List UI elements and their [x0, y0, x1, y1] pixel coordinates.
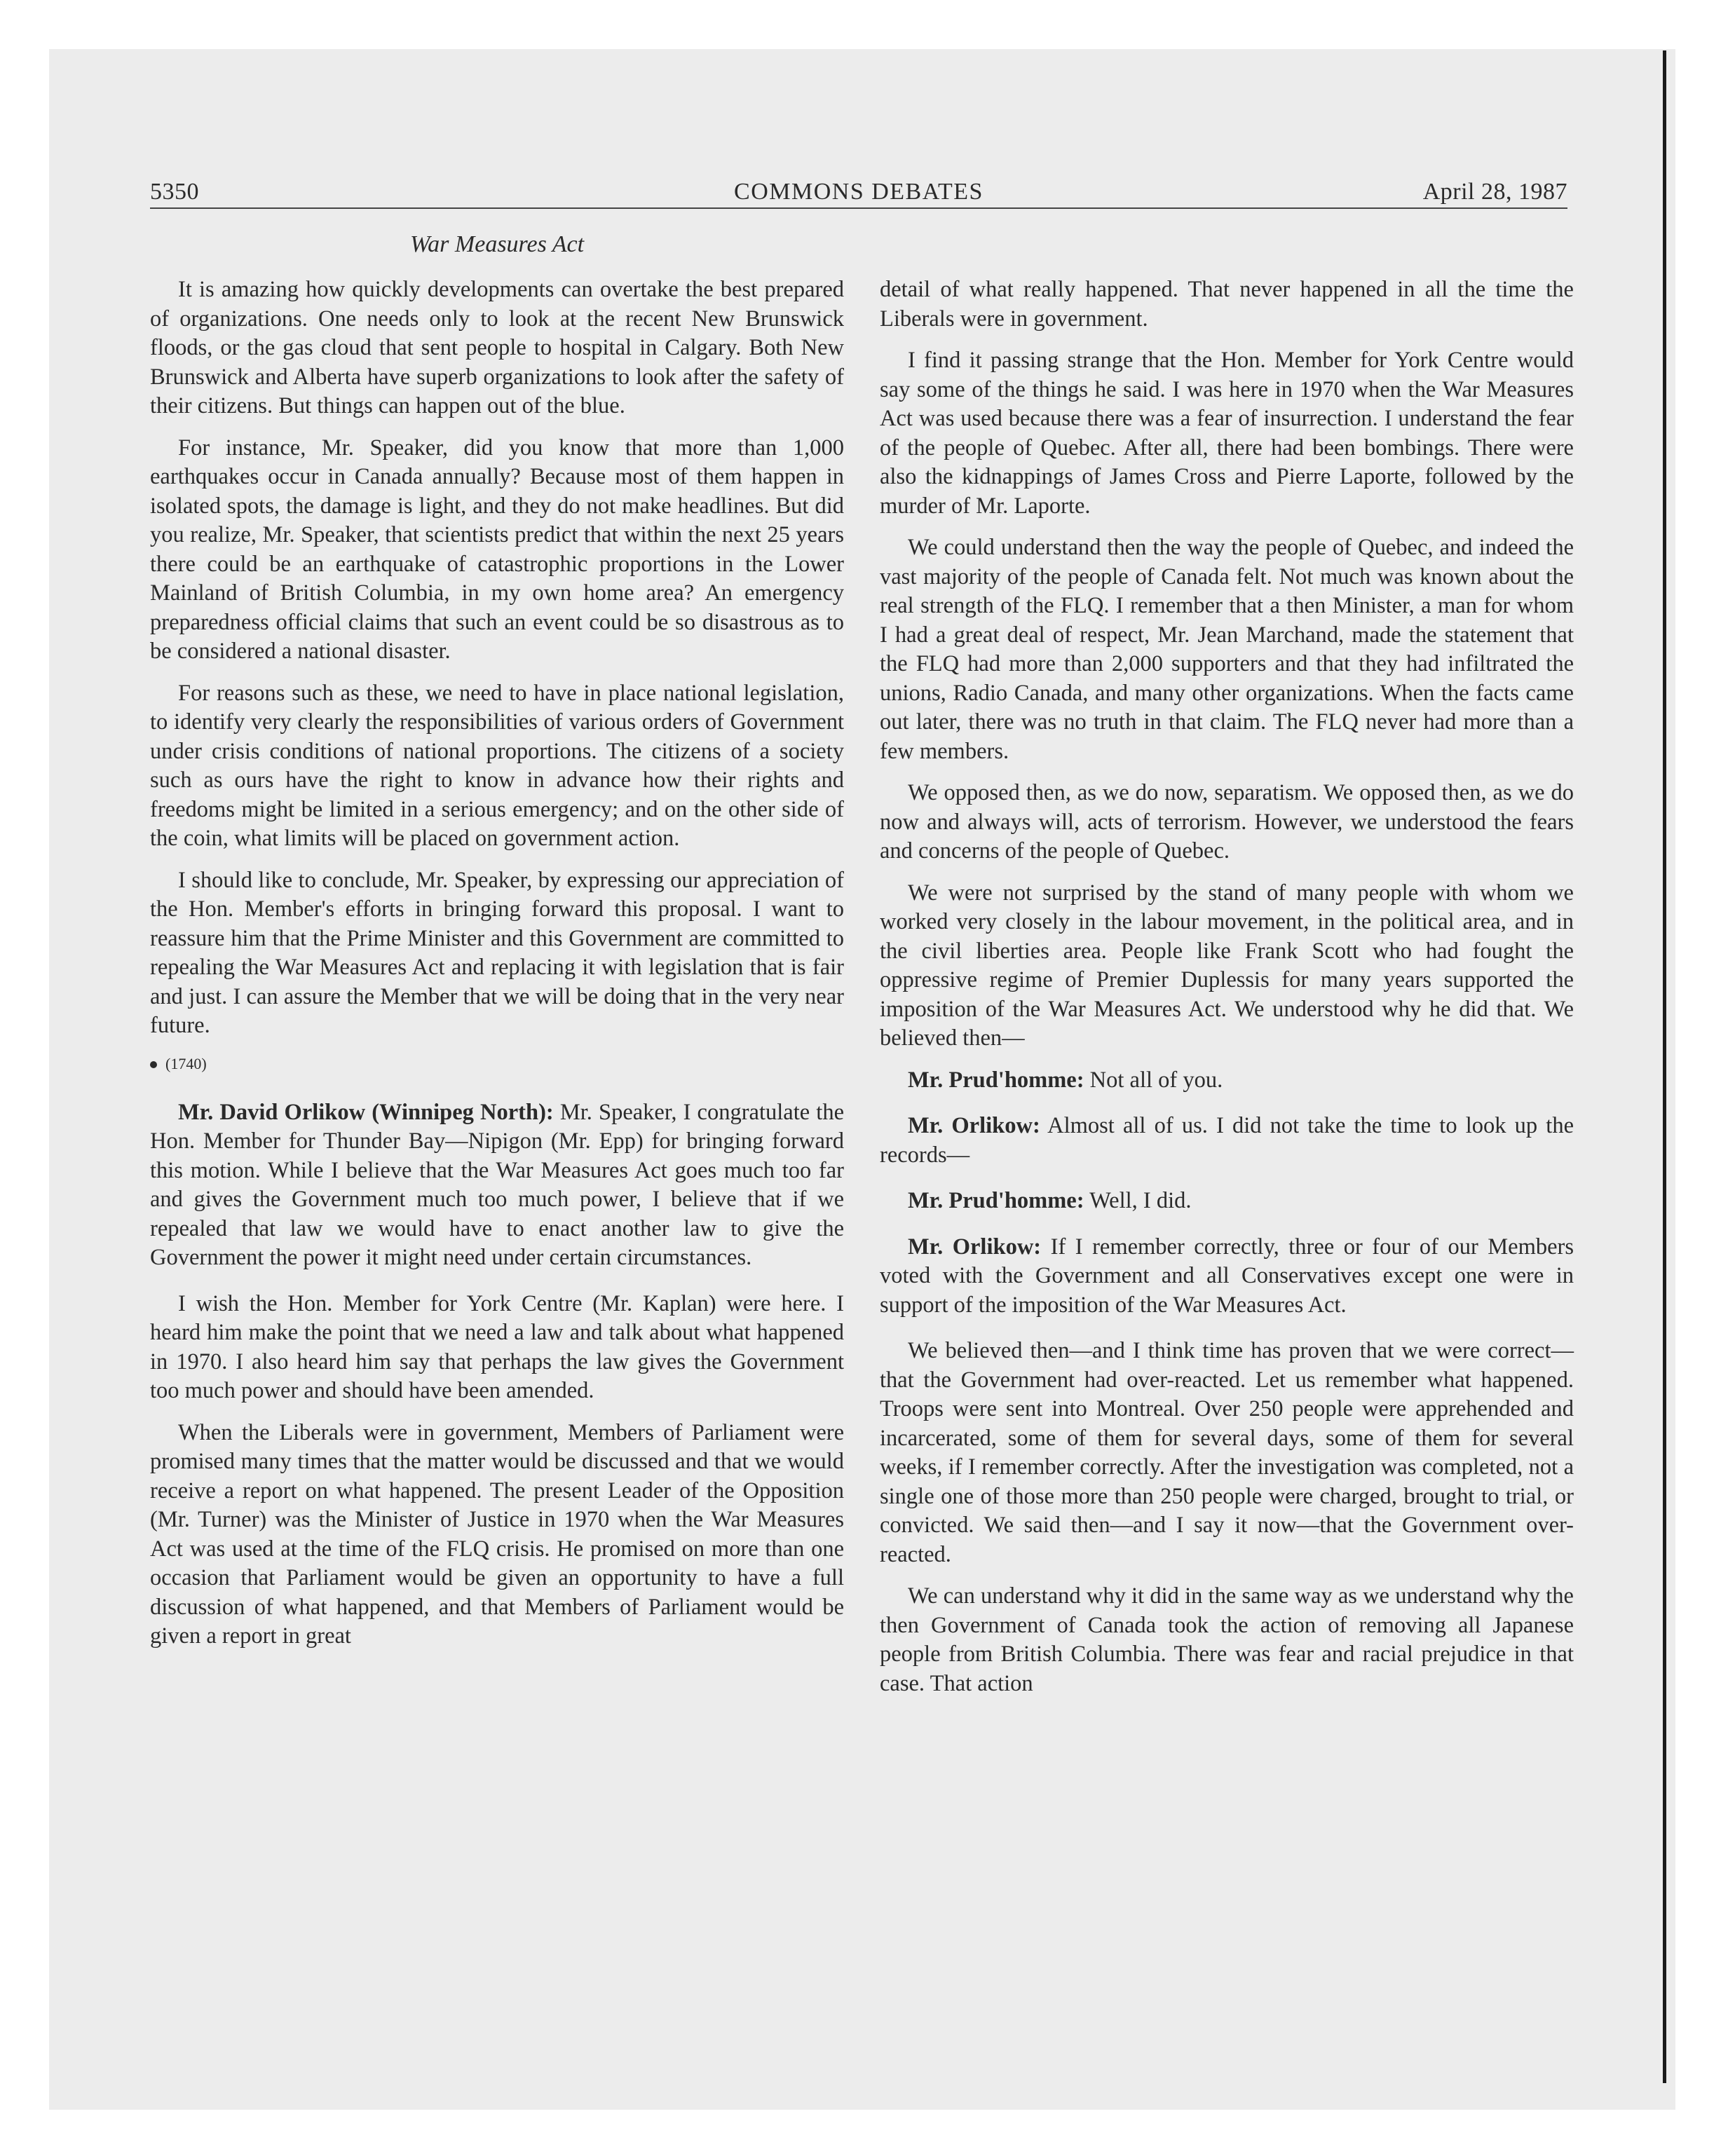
bullet-icon — [150, 1061, 157, 1068]
speaker-name: Mr. Orlikow: — [908, 1234, 1042, 1260]
section-title: War Measures Act — [409, 231, 585, 257]
speech-paragraph — [880, 1187, 1574, 1216]
paragraph: For reasons such as these, we need to have in place national legislation, to identify very clearly the responsibilities of various orders of Government under crisis conditions of national proportions. The citizens of a society such as ours have the right to know in advance how their rights and freedoms might be limited in a serious emergency; and on the other side of the coin, what limits will be placed on government action. — [150, 680, 844, 851]
speech-paragraph — [880, 1112, 1574, 1170]
speech-text: Almost all of us. I did not take the time to look up the records— — [880, 1113, 1574, 1168]
speaker-name: Mr. Prud'homme: — [908, 1067, 1084, 1093]
paragraph: We believed then—and I think time has proven that we were correct—that the Government had over-reacted. Let us remember what happened. Troops were sent into Montreal. Over 250 people were apprehended and incarcerated, some of them for several days, some of them for several weeks, if I remember correctly. After the investigation was completed, not a single one of those more than 250 people were charged, brought to trial, or convicted. We said then—and I say it now—that the Government over-reacted. — [880, 1338, 1574, 1567]
paragraph: We could understand then the way the people of Quebec, and indeed the vast majority of the people of Canada felt. Not much was known about the real strength of the FLQ. I remember that a then Minister, a man for whom I had a great deal of respect, Mr. Jean Marchand, made the statement that the FLQ had more than 2,000 supporters and that they had infiltrated the unions, Radio Canada, and many other organizations. When the facts came out later, there was no truth in that claim. The FLQ never had more than a few members. — [880, 535, 1574, 764]
publication-title: COMMONS DEBATES — [734, 179, 984, 205]
speech-text: Mr. Speaker, I congratulate the Hon. Member for Thunder Bay—Nipigon (Mr. Epp) for bringing forward this motion. While I believe that the War Measures Act goes much too far and gives the Government much too much power, I believe that if we repealed that law we would have to enact another law to give the Government the power it might need under certain circumstances. — [150, 1099, 844, 1270]
speech-paragraph — [880, 1233, 1574, 1321]
speech-text: Not all of you. — [1089, 1067, 1223, 1093]
speech-text: Well, I did. — [1089, 1188, 1192, 1213]
time-marker-text: (1740) — [165, 1054, 207, 1072]
paragraph: I should like to conclude, Mr. Speaker, by expressing our appreciation of the Hon. Member's efforts in bringing forward this proposal. I want to reassure him that the Prime Minister and this Government are committed to repealing the War Measures Act and replacing it with legislation that is fair and just. I can assure the Member that we will be doing that in the very near future. — [150, 867, 844, 1038]
right-column — [880, 275, 1574, 1711]
speech-paragraph — [880, 1066, 1574, 1096]
speech-paragraph — [150, 1098, 844, 1273]
paragraph-continuation: detail of what really happened. That never happened in all the time the Liberals were in government. — [880, 277, 1574, 332]
page-edge-rule — [1663, 50, 1666, 2083]
paragraph: We can understand why it did in the same way as we understand why the then Government of Canada took the action of removing all Japanese people from British Columbia. There was fear and racial prejudice in that case. That action — [880, 1583, 1574, 1696]
left-column — [150, 275, 844, 1664]
speaker-name: Mr. Prud'homme: — [908, 1188, 1084, 1213]
speaker-name: Mr. David Orlikow (Winnipeg North): — [178, 1099, 554, 1125]
speaker-name: Mr. Orlikow: — [908, 1113, 1040, 1138]
page-number: 5350 — [150, 179, 199, 205]
time-marker — [150, 1053, 844, 1074]
publication-date: April 28, 1987 — [1422, 179, 1567, 205]
paragraph: I find it passing strange that the Hon. Member for York Centre would say some of the things he said. I was here in 1970 when the War Measures Act was used because there was a fear of insurrection. I understand the fear of the people of Quebec. After all, there had been bombings. There were also the kidnappings of James Cross and Pierre Laporte, followed by the murder of Mr. Laporte. — [880, 348, 1574, 519]
paragraph: When the Liberals were in government, Members of Parliament were promised many times that the matter would be discussed and that we would receive a report on what happened. The present Leader of the Opposition (Mr. Turner) was the Minister of Justice in 1970 when the War Measures Act was used at the time of the FLQ crisis. He promised on more than one occasion that Parliament would be given an opportunity to have a full discussion of what happened, and that Members of Parliament would be given a report in great — [150, 1419, 844, 1649]
paragraph: It is amazing how quickly developments can overtake the best prepared of organizations. One needs only to look at the recent New Brunswick floods, or the gas cloud that sent people to hospital in Calgary. Both New Brunswick and Alberta have superb organizations to look after the safety of their citizens. But things can happen out of the blue. — [150, 277, 844, 418]
paragraph: I wish the Hon. Member for York Centre (Mr. Kaplan) were here. I heard him make the point that we need a law and talk about what happened in 1970. I also heard him say that perhaps the law gives the Government too much power and should have been amended. — [150, 1290, 844, 1403]
paragraph: We were not surprised by the stand of many people with whom we worked very closely in the labour movement, in the political area, and in the civil liberties area. People like Frank Scott who had fought the oppressive regime of Premier Duplessis for many years supported the imposition of the War Measures Act. We understood why he did that. We believed then— — [880, 880, 1574, 1051]
speech-text: If I remember correctly, three or four of our Members voted with the Government and all Conservatives except one were in support of the imposition of the War Measures Act. — [880, 1234, 1574, 1318]
paragraph: We opposed then, as we do now, separatism. We opposed then, as we do now and always will, acts of terrorism. However, we understood the fears and concerns of the people of Quebec. — [880, 780, 1574, 864]
paragraph: For instance, Mr. Speaker, did you know that more than 1,000 earthquakes occur in Canada annually? Because most of them happen in isolated spots, the damage is light, and they do not make headlines. But did you realize, Mr. Speaker, that scientists predict that within the next 25 years there could be an earthquake of catastrophic proportions in the Lower Mainland of British Columbia, in my own home area? An emergency preparedness official claims that such an event could be so disastrous as to be considered a national disaster. — [150, 435, 844, 664]
header-rule — [150, 207, 1567, 209]
